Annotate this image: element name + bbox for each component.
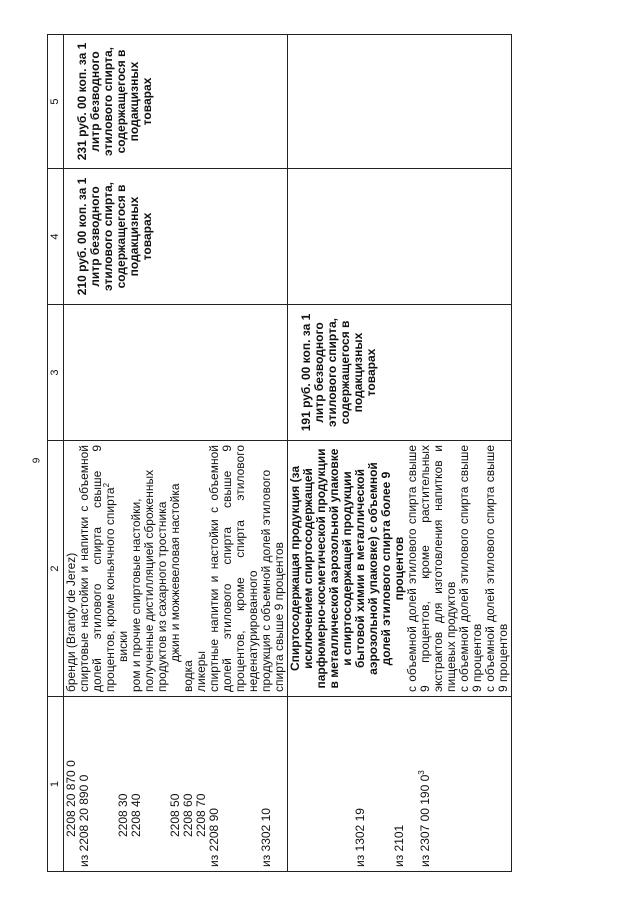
- list-item: [78, 445, 117, 692]
- code-item: 2208 50: [168, 793, 182, 837]
- list-item-text: спиртовые настойки и напитки с объемной долей этилового спирта свыше 9 процентов, кроме коньячного спирта: [77, 445, 117, 692]
- list-item: ром и прочие спиртовые настойки, полученные дистилляцией сброженных продуктов из сахарного тростника: [129, 469, 169, 692]
- description-cell: [64, 441, 288, 697]
- code-item: из 2208 90: [207, 808, 221, 867]
- code-item: 2208 60: [181, 793, 195, 837]
- code-item: [419, 701, 432, 867]
- table-row-spirits: [64, 35, 288, 872]
- list-item: ликеры: [194, 650, 208, 692]
- page-number: 9: [31, 457, 43, 464]
- rate-col5: 231 руб. 00 коп. за 1 литр безводного этилового спирта, содержащегося в подакцизных товарах: [64, 35, 288, 169]
- code-item: 2208 40: [129, 793, 143, 837]
- rate-col5-empty: [288, 35, 512, 169]
- code-item: 2208 20 870 0: [64, 760, 78, 837]
- code-item: 2208 70: [194, 793, 208, 837]
- code-item: 2208 30: [116, 793, 130, 837]
- code-item: из 1302 19: [353, 808, 367, 867]
- header-col-4: 4: [48, 169, 64, 305]
- list-item: продукция с объемной долей этилового спирта свыше 9 процентов: [259, 469, 286, 692]
- codes-cell: [64, 697, 288, 872]
- header-col-5: 5: [48, 35, 64, 169]
- list-item: с объемной долей этилового спирта свыше 9 процентов: [483, 445, 510, 692]
- code-item: из 3302 10: [259, 808, 273, 867]
- footnote-mark: 2: [102, 482, 111, 488]
- tax-rate-table: [47, 34, 512, 872]
- list-item: с объемной долей этилового спирта свыше 9 процентов: [457, 445, 484, 692]
- rate-col4-empty: [288, 169, 512, 305]
- rate-col4: 210 руб. 00 коп. за 1 литр безводного этилового спирта, содержащегося в подакцизных товарах: [64, 169, 288, 305]
- list-item: бренди (Brandy de Jerez): [64, 552, 78, 692]
- header-row: [48, 35, 64, 872]
- section-heading: Спиртосодержащая продукция (за исключением спиртосодержащей парфюмерно-косметической продукции в металлической аэрозольной упаковке и спиртосодержащей продукции бытовой химии в металлической аэрозольной упаковке) с объемной долей этилового спирта более 9 процентов: [288, 448, 406, 689]
- list-item: с объемной долей этилового спирта свыше 9 процентов, кроме растительных экстрактов для изготовления напитков и пищевых продуктов: [405, 445, 458, 692]
- code-text: из 2307 00 190 0: [418, 774, 432, 867]
- rotated-page: [47, 35, 607, 872]
- footnote-mark: 3: [417, 770, 426, 775]
- code-item: из 2101: [392, 824, 406, 867]
- rate-col3-empty: [64, 305, 288, 441]
- list-item: джин и можжевеловая настойка: [168, 483, 182, 662]
- description-cell: [288, 441, 512, 697]
- header-col-1: 1: [48, 697, 64, 872]
- header-col-3: 3: [48, 305, 64, 441]
- list-item: водка: [181, 660, 195, 692]
- list-item: виски: [116, 630, 130, 662]
- rate-col3: 191 руб. 00 коп. за 1 литр безводного этилового спирта, содержащегося в подакцизных товарах: [288, 305, 512, 441]
- codes-cell: [288, 697, 512, 872]
- header-col-2: 2: [48, 441, 64, 697]
- list-item: спиртные напитки и настойки с объемной долей этилового спирта свыше 9 процентов, кроме спирта этилового неденатурированного: [207, 445, 260, 692]
- code-item: из 2208 20 890 0: [77, 774, 91, 867]
- table-row-alcohol-containing: [288, 35, 512, 872]
